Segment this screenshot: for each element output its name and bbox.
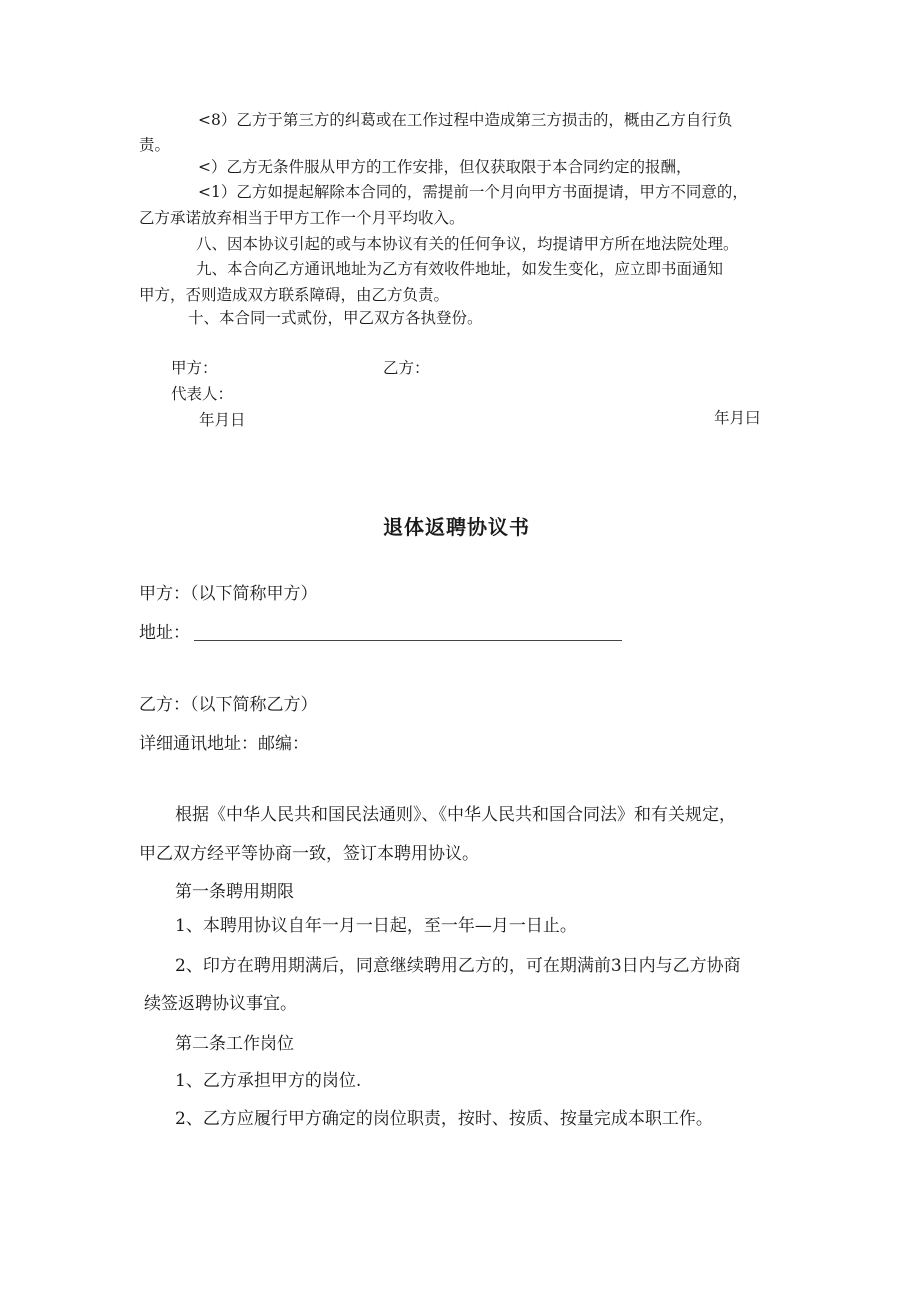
article-1-title: 第一条聘用期限 xyxy=(175,882,294,902)
item-9-line-2: 甲方，否则造成双方联系障碍，由乙方负责。 xyxy=(139,286,450,304)
clause-8-line-2: 责。 xyxy=(139,136,171,154)
article-1-para-1: 1、本聘用协议自年一月一日起，至一年—月一日止。 xyxy=(175,916,577,936)
clause-8-line-1: <8）乙方于第三方的纠葛或在工作过程中造成第三方损击的，概由乙方自行负 xyxy=(198,111,733,129)
clause-obey-line: <）乙方无条件服从甲方的工作安排，但仅获取限于本合同约定的报酬， xyxy=(198,158,692,176)
article-2-title: 第二条工作岗位 xyxy=(175,1034,294,1054)
clause-1-line-2: 乙方承诺放弃相当于甲方工作一个月平均收入。 xyxy=(139,209,465,227)
item-9-line-1: 九、本合向乙方通讯地址为乙方有效收件地址，如发生变化，应立即书面通知 xyxy=(196,260,724,278)
sign-date-a: 年月日 xyxy=(199,411,246,429)
party-a-line: 甲方：（以下简称甲方） xyxy=(139,584,318,604)
clause-1-line-1: <1）乙方如提起解除本合同的，需提前一个月向甲方书面提请，甲方不同意的， xyxy=(198,183,748,201)
party-b-line: 乙方：（以下简称乙方） xyxy=(139,695,318,715)
item-8: 八、因本协议引起的或与本协议有关的任何争议，均提请甲方所在地法院处理。 xyxy=(196,235,739,253)
item-10: 十、本合同一式贰份，甲乙双方各执登份。 xyxy=(188,309,483,327)
sign-representative: 代表人： xyxy=(171,385,234,403)
document-title: 退体返聘协议书 xyxy=(383,515,530,539)
sign-date-b: 年月曰 xyxy=(714,409,761,427)
article-2-para-2: 2、乙方应履行甲方确定的岗位职责，按时、按质、按量完成本职工作。 xyxy=(175,1109,713,1129)
address-label: 地址： xyxy=(139,623,190,643)
article-2-para-1: 1、乙方承担甲方的岗位. xyxy=(175,1071,362,1091)
detail-address-line: 详细通讯地址：邮编： xyxy=(139,734,309,754)
sign-party-a: 甲方： xyxy=(171,359,218,377)
address-blank-line xyxy=(194,640,622,641)
article-1-para-2-line-1: 2、印方在聘用期满后，同意继续聘用乙方的，可在期满前3日内与乙方协商 xyxy=(175,956,741,976)
intro-line-2: 甲乙双方经平等协商一致，签订本聘用协议。 xyxy=(139,844,479,864)
sign-party-b: 乙方： xyxy=(383,359,430,377)
article-1-para-2-line-2: 续签返聘协议事宜。 xyxy=(144,994,297,1014)
intro-line-1: 根据《中华人民共和国民法通则》、《中华人民共和国合同法》和有关规定， xyxy=(175,805,736,825)
